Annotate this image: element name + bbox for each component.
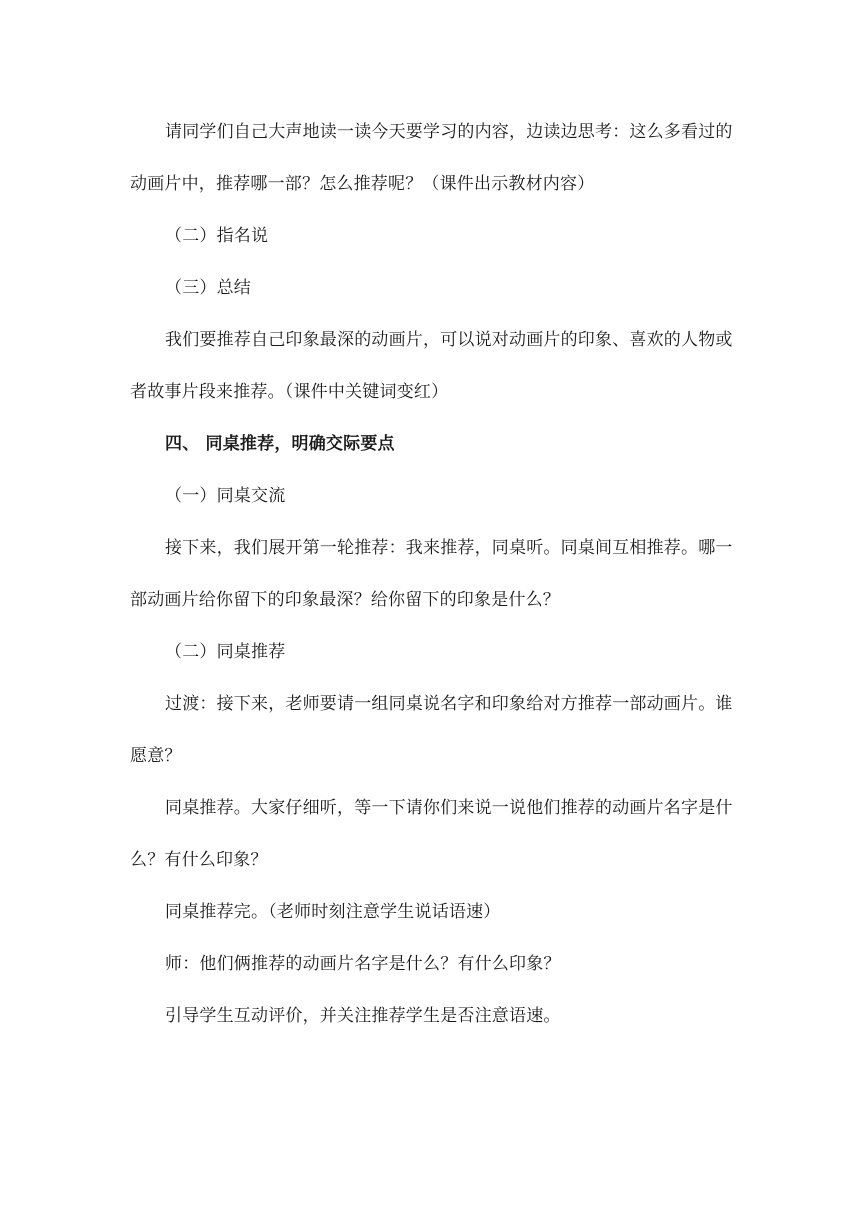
- paragraph-reading-task: 请同学们自己大声地读一读今天要学习的内容，边读边思考：这么多看过的动画片中，推荐哪一部？怎么推荐呢？（课件出示教材内容）: [130, 122, 733, 194]
- paragraph-transition: 过渡：接下来，老师要请一组同桌说名字和印象给对方推荐一部动画片。谁愿意？: [130, 694, 733, 766]
- paragraph-sub-heading-pair-recommend: （二）同桌推荐: [165, 642, 286, 662]
- paragraph-guidance: 引导学生互动评价，并关注推荐学生是否注意语速。: [165, 1006, 561, 1026]
- paragraph-pair-recommend: 同桌推荐。大家仔细听，等一下请你们来说一说他们推荐的动画片名字是什么？有什么印象？: [130, 798, 733, 870]
- document-body: [130, 106, 734, 1042]
- paragraph-sub-heading-3: （三）总结: [165, 278, 251, 298]
- paragraph-recommend-done: 同桌推荐完。（老师时刻注意学生说话语速）: [165, 902, 501, 922]
- section-heading-4: 四、 同桌推荐，明确交际要点: [165, 434, 395, 454]
- paragraph-sub-heading-2: （二）指名说: [165, 226, 269, 246]
- paragraph-teacher-question: 师：他们俩推荐的动画片名字是什么？有什么印象？: [165, 954, 561, 974]
- paragraph-sub-heading-1: （一）同桌交流: [165, 486, 286, 506]
- paragraph-pair-exchange: 接下来，我们展开第一轮推荐：我来推荐，同桌听。同桌间互相推荐。哪一部动画片给你留下的印象最深？给你留下的印象是什么？: [130, 538, 733, 610]
- paragraph-summary: 我们要推荐自己印象最深的动画片，可以说对动画片的印象、喜欢的人物或者故事片段来推荐。（课件中关键词变红）: [130, 330, 733, 402]
